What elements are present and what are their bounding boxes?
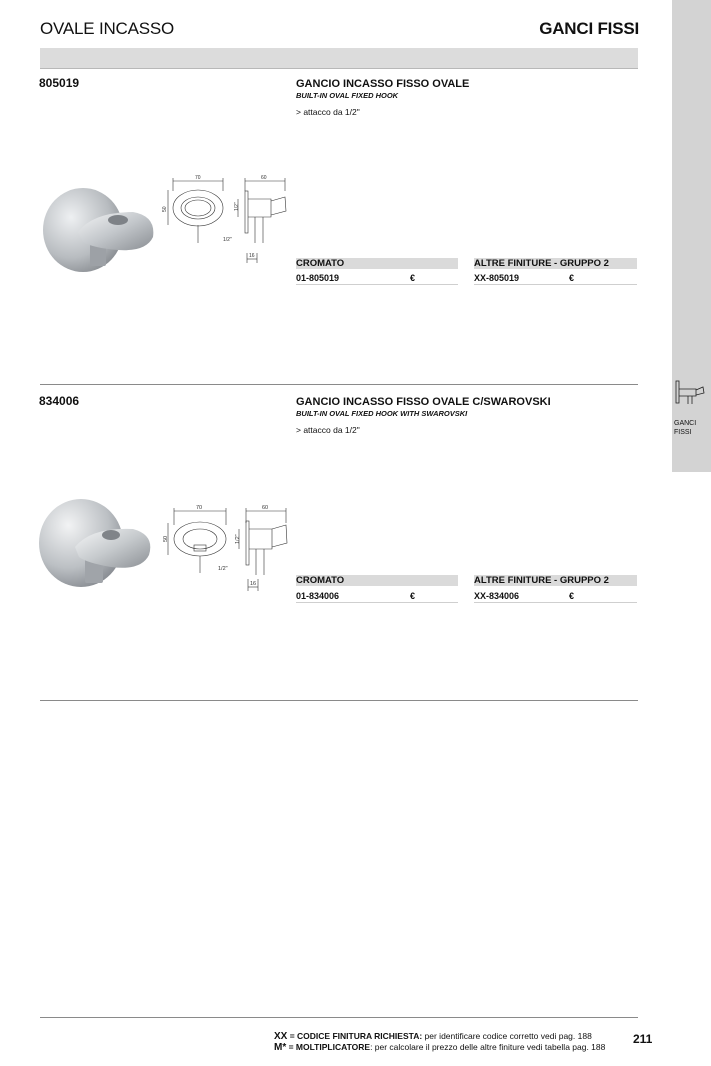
finish-code: 01-834006 <box>296 591 340 601</box>
section-title: GANCI FISSI <box>539 19 639 38</box>
product-code: 805019 <box>39 76 80 90</box>
product-note: > attacco da 1/2" <box>296 425 360 435</box>
side-tab-label-line2: FISSI <box>674 429 692 436</box>
currency: € <box>410 273 416 283</box>
dim-height: 50 <box>162 206 168 212</box>
page-title: OVALE INCASSO <box>40 19 175 38</box>
product-title: GANCIO INCASSO FISSO OVALE <box>296 78 470 90</box>
price-row-altre <box>474 272 637 285</box>
section-divider <box>40 700 638 701</box>
dim-thread: 1/2" <box>223 237 232 243</box>
legend-xx-text: per identificare codice corretto vedi pag. 188 <box>422 1031 592 1041</box>
price-row-cromato <box>296 272 458 285</box>
section-divider <box>40 384 638 385</box>
finish-code: XX-805019 <box>474 273 520 283</box>
dim-width: 70 <box>195 175 201 181</box>
dim-width: 70 <box>196 505 203 511</box>
legend-xx-label: = CODICE FINITURA RICHIESTA: <box>287 1031 423 1041</box>
finish-header-altre: ALTRE FINITURE - GRUPPO 2 <box>474 258 637 269</box>
finish-header-altre: ALTRE FINITURE - GRUPPO 2 <box>474 575 637 586</box>
dim-thread-side: 1/2" <box>234 202 240 211</box>
page-number: 211 <box>633 1032 653 1046</box>
footer-legend <box>274 1031 614 1053</box>
finish-header-cromato: CROMATO <box>296 575 458 586</box>
price-row-cromato <box>296 590 458 603</box>
legend-m-label: = MOLTIPLICATORE <box>286 1042 371 1052</box>
product-subtitle: BUILT-IN OVAL FIXED HOOK <box>296 91 399 100</box>
dim-thread: 1/2" <box>218 566 228 572</box>
currency: € <box>410 591 416 601</box>
header-bar <box>40 48 638 69</box>
product-photo <box>38 182 160 274</box>
product-note: > attacco da 1/2" <box>296 107 360 117</box>
finish-header-cromato: CROMATO <box>296 258 458 269</box>
product-photo <box>33 495 158 591</box>
footer-divider <box>40 1017 638 1018</box>
currency: € <box>569 591 575 601</box>
dim-base: 16 <box>249 253 255 259</box>
legend-m <box>274 1042 614 1053</box>
product-subtitle: BUILT-IN OVAL FIXED HOOK WITH SWAROVSKI <box>296 409 468 418</box>
legend-xx-key: XX <box>274 1031 288 1042</box>
side-tab-label-line1: GANCI <box>674 420 697 427</box>
product-title: GANCIO INCASSO FISSO OVALE C/SWAROVSKI <box>296 396 551 408</box>
hook-thumbnail-icon <box>674 380 706 406</box>
dim-depth: 60 <box>262 505 269 511</box>
technical-drawing <box>163 173 293 265</box>
dim-depth: 60 <box>261 175 267 181</box>
side-tab-label <box>674 419 706 437</box>
dim-base: 16 <box>250 581 257 587</box>
price-row-altre <box>474 590 637 603</box>
finish-code: 01-805019 <box>296 273 340 283</box>
legend-m-text: : per calcolare il prezzo delle altre finiture vedi tabella pag. 188 <box>370 1042 606 1052</box>
technical-drawing <box>160 503 294 595</box>
legend-xx <box>274 1031 614 1042</box>
dim-thread-side: 1/2" <box>235 534 241 544</box>
legend-m-key: M* <box>274 1042 287 1053</box>
product-code: 834006 <box>39 394 80 408</box>
dim-height: 50 <box>163 535 169 542</box>
currency: € <box>569 273 575 283</box>
finish-code: XX-834006 <box>474 591 520 601</box>
